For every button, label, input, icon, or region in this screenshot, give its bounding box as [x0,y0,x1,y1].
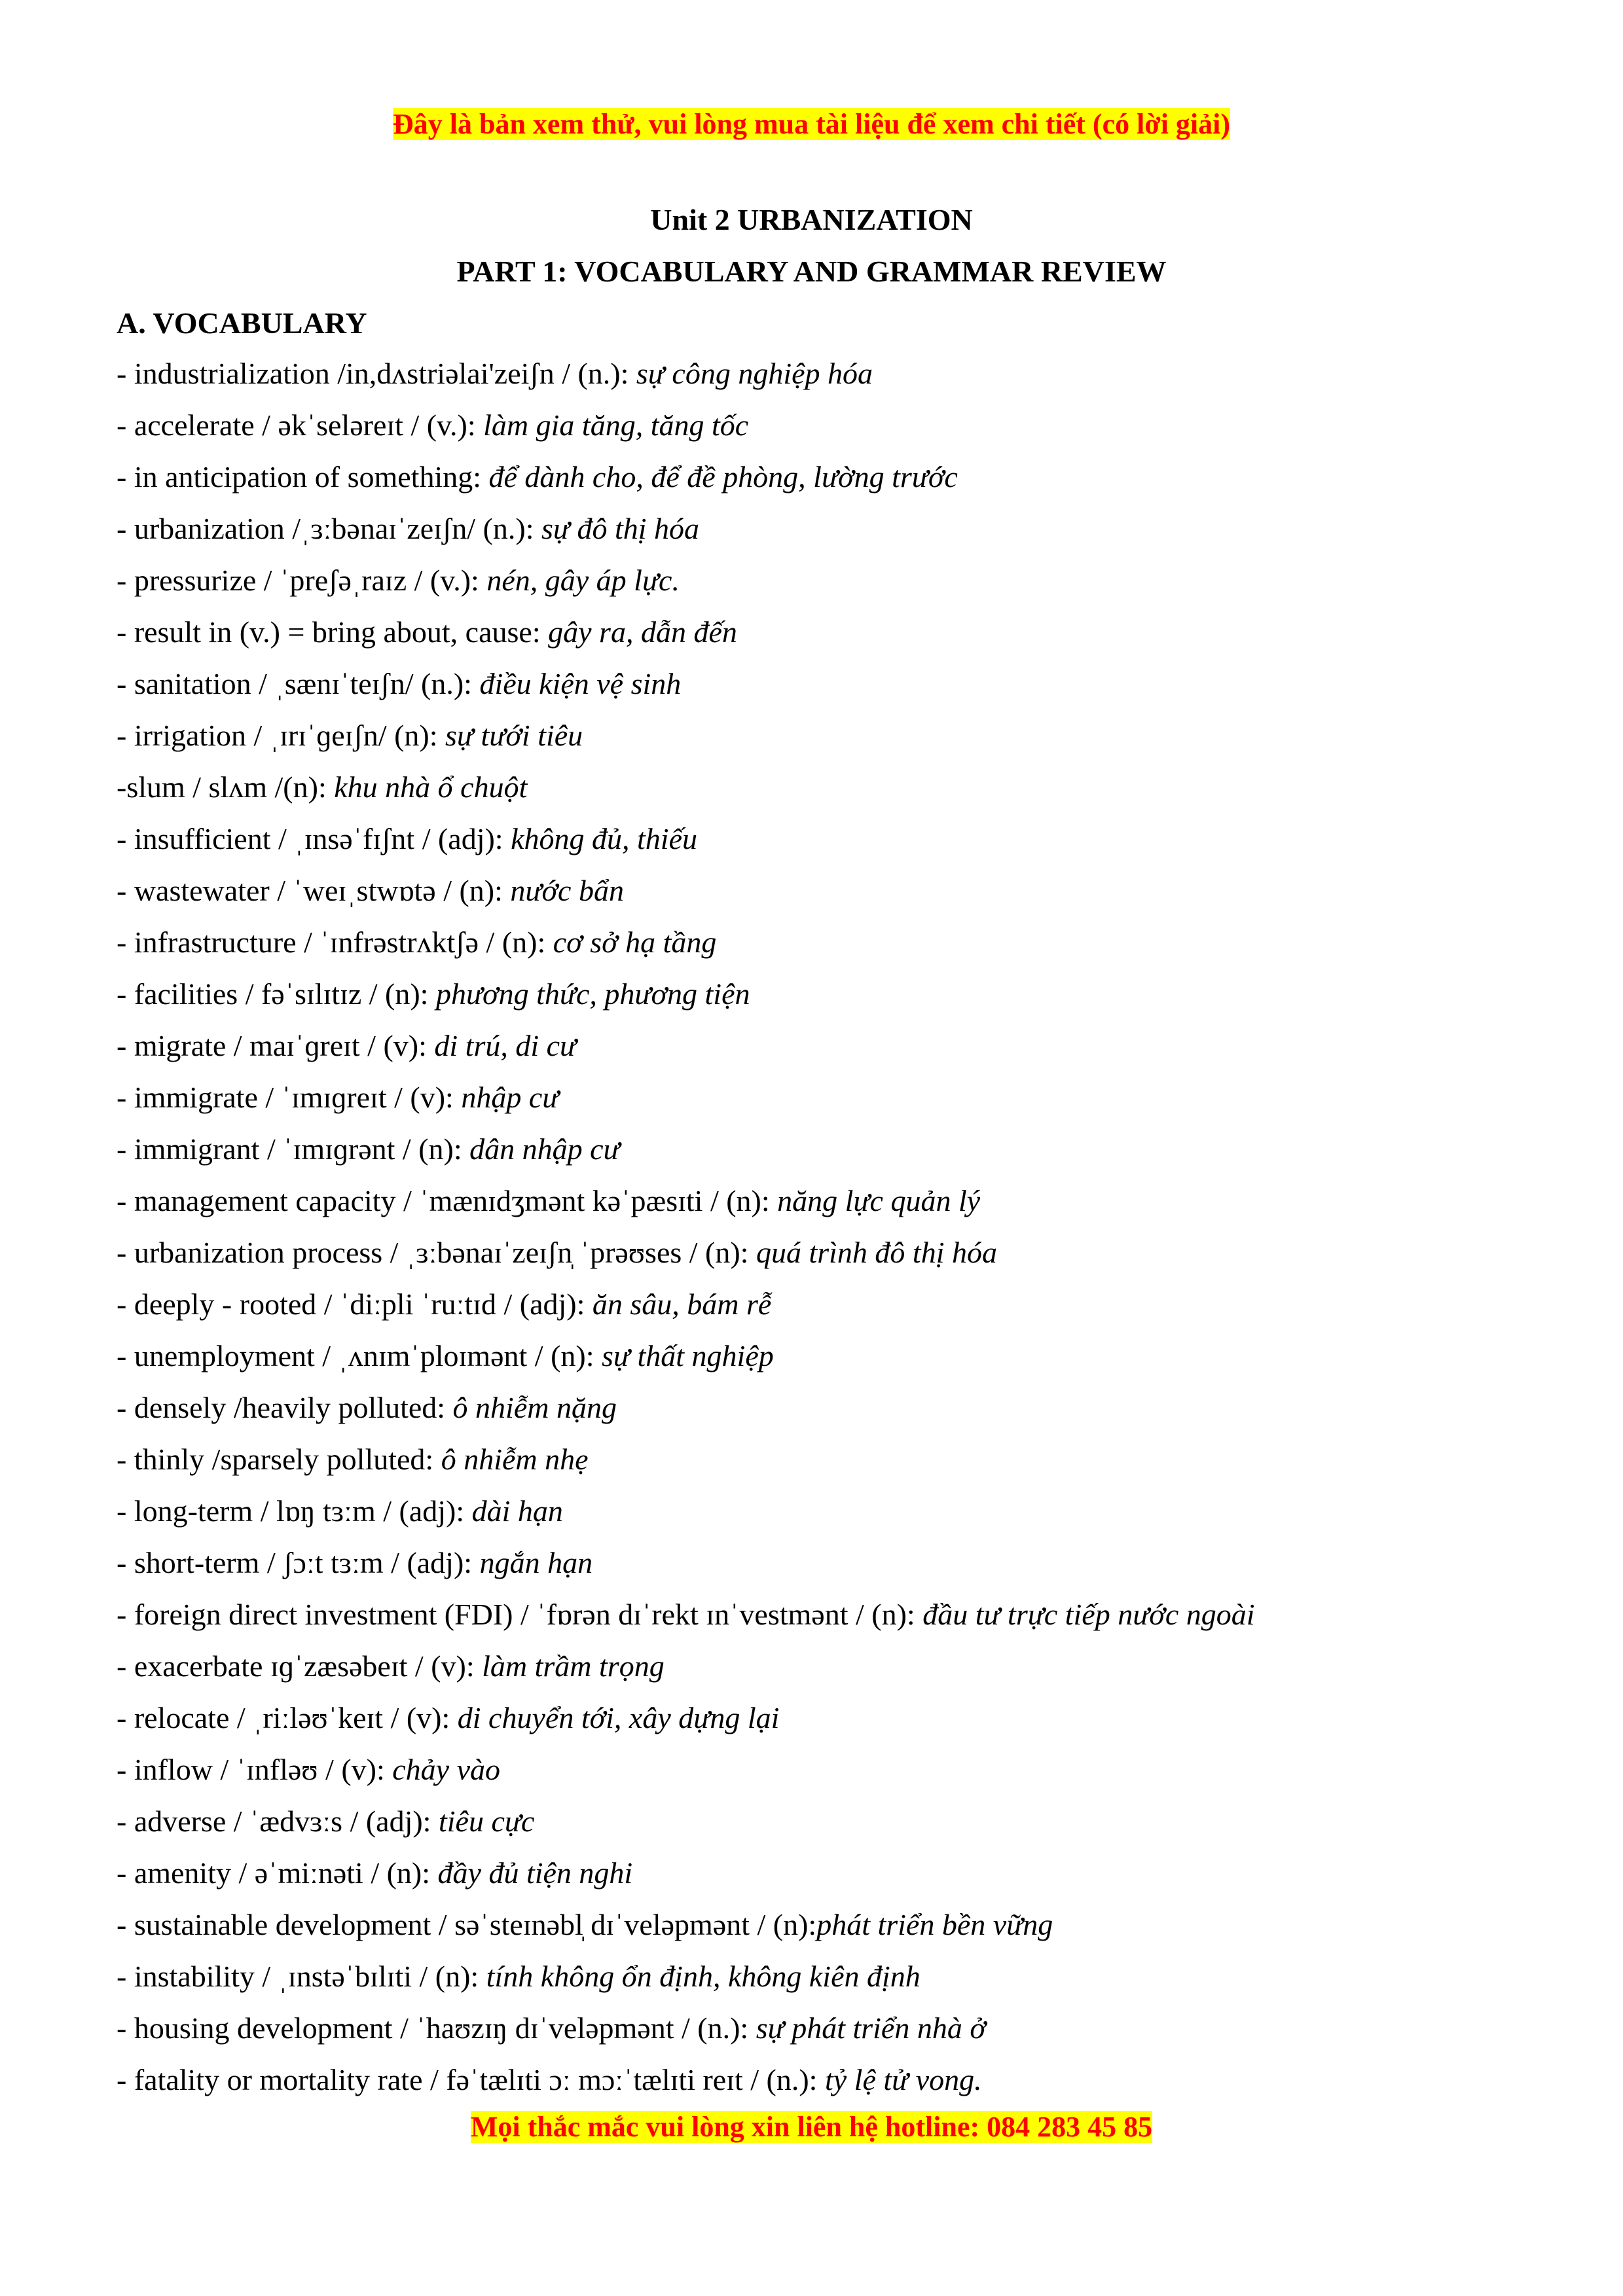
vocabulary-item [117,2009,1531,2060]
vocabulary-item [117,613,1531,664]
vocabulary-meaning: ô nhiễm nhẹ [441,1443,589,1476]
vocabulary-term: - adverse / ˈædvɜːs / (adj): [117,1804,439,1838]
vocabulary-item [117,1285,1531,1336]
vocabulary-term: - result in (v.) = bring about, cause: [117,615,549,649]
vocabulary-item [117,354,1531,406]
vocabulary-term: - unemployment / ˌʌnɪmˈploɪmənt / (n): [117,1339,602,1372]
vocabulary-item [117,2060,1531,2112]
vocabulary-term: - inflow / ˈɪnfləʊ / (v): [117,1753,393,1786]
vocabulary-meaning: ngắn hạn [479,1546,593,1579]
vocabulary-term: - fatality or mortality rate / fəˈtælɪti ɔː mɔːˈtælɪti reɪt / (n.): [117,2063,825,2096]
vocabulary-meaning: sự đô thị hóa [541,512,700,545]
vocabulary-term: - housing development / ˈhaʊzɪŋ dɪˈveləpmənt / (n.): [117,2011,756,2045]
vocabulary-meaning: sự phát triển nhà ở [756,2011,986,2045]
vocabulary-term: - industrialization /in,dʌstriəlai'zeiʃn / (n.): [117,357,636,390]
hotline-notice [0,2108,1623,2147]
vocabulary-term: - instability / ˌɪnstəˈbɪlɪti / (n): [117,1960,486,1993]
vocabulary-term: - sustainable development / səˈsteɪnəbl̩ dɪˈveləpmənt / (n): [117,1908,817,1941]
vocabulary-item [117,509,1531,561]
vocabulary-term: - densely /heavily polluted: [117,1391,453,1424]
vocabulary-meaning: đầu tư trực tiếp nước ngoài [922,1598,1255,1631]
preview-notice [0,105,1623,144]
vocabulary-term: - amenity / əˈmiːnəti / (n): [117,1856,438,1890]
vocabulary-meaning: ô nhiễm nặng [452,1391,617,1424]
vocabulary-term: - facilities / fəˈsɪlɪtɪz / (n): [117,977,436,1011]
hotline-notice-text: Mọi thắc mắc vui lòng xin liên hệ hotline: 084 283 45 85 [470,2111,1153,2143]
vocabulary-item [117,1336,1531,1388]
vocabulary-item [117,1595,1531,1647]
vocabulary-item [117,1543,1531,1595]
vocabulary-meaning: dài hạn [471,1494,563,1528]
vocabulary-meaning: cơ sở hạ tầng [553,925,717,959]
vocabulary-item [117,716,1531,768]
vocabulary-item [117,1802,1531,1854]
vocabulary-term: - sanitation / ˌsænɪˈteɪʃn/ (n.): [117,667,480,700]
vocabulary-meaning: sự tưới tiêu [445,719,583,752]
vocabulary-meaning: sự công nghiệp hóa [636,357,873,390]
vocabulary-item [117,1492,1531,1543]
unit-title: Unit 2 URBANIZATION [650,203,973,236]
vocabulary-item [117,819,1531,871]
vocabulary-item [117,1181,1531,1233]
vocabulary-meaning: sự thất nghiệp [602,1339,774,1372]
vocabulary-meaning: năng lực quản lý [777,1184,981,1217]
vocabulary-meaning: khu nhà ổ chuột [334,770,528,804]
vocabulary-term: - exacerbate ɪɡˈzæsəbeɪt / (v): [117,1649,483,1683]
vocabulary-term: - wastewater / ˈweɪˌstwɒtə / (n): [117,874,511,907]
vocabulary-term: - relocate / ˌriːləʊˈkeɪt / (v): [117,1701,458,1734]
vocabulary-item [117,457,1531,509]
vocabulary-meaning: làm trầm trọng [482,1649,665,1683]
vocabulary-item [117,561,1531,613]
vocabulary-meaning: không đủ, thiếu [511,822,697,855]
vocabulary-item [117,1957,1531,2009]
vocabulary-item [117,406,1531,457]
vocabulary-meaning: phương thức, phương tiện [435,977,750,1011]
vocabulary-meaning: tính không ổn định, không kiên định [486,1960,921,1993]
vocabulary-meaning: phát triển bền vững [816,1908,1053,1941]
vocabulary-meaning: điều kiện vệ sinh [479,667,682,700]
vocabulary-meaning: chảy vào [392,1753,501,1786]
vocabulary-item [117,1026,1531,1078]
part-title: PART 1: VOCABULARY AND GRAMMAR REVIEW [456,255,1167,288]
vocabulary-meaning: nén, gây áp lực. [486,564,680,597]
vocabulary-term: - immigrate / ˈɪmɪɡreɪt / (v): [117,1081,462,1114]
vocabulary-term: - accelerate / əkˈseləreɪt / (v.): [117,408,484,442]
vocabulary-meaning: gây ra, dẫn đến [548,615,737,649]
vocabulary-item [117,1078,1531,1130]
vocabulary-term: - in anticipation of something: [117,460,489,493]
vocabulary-term: - infrastructure / ˈɪnfrəstrʌktʃə / (n): [117,925,553,959]
vocabulary-item [117,1233,1531,1285]
vocabulary-item [117,1130,1531,1181]
vocabulary-meaning: quá trình đô thị hóa [756,1236,997,1269]
vocabulary-term: - insufficient / ˌɪnsəˈfɪʃnt / (adj): [117,822,511,855]
vocabulary-meaning: nước bẩn [510,874,624,907]
vocabulary-item [117,871,1531,923]
vocabulary-item [117,975,1531,1026]
vocabulary-term: - long-term / lɒŋ tɜːm / (adj): [117,1494,472,1528]
vocabulary-term: - irrigation / ˌɪrɪˈɡeɪʃn/ (n): [117,719,446,752]
vocabulary-meaning: tỷ lệ tử vong. [824,2063,982,2096]
vocabulary-meaning: nhập cư [461,1081,559,1114]
vocabulary-term: - immigrant / ˈɪmɪɡrənt / (n): [117,1132,470,1166]
vocabulary-term: - urbanization /ˌɜːbənaɪˈzeɪʃn/ (n.): [117,512,541,545]
vocabulary-meaning: ăn sâu, bám rễ [592,1287,772,1321]
vocabulary-meaning: để dành cho, để đề phòng, lường trước [488,460,958,493]
vocabulary-term: - thinly /sparsely polluted: [117,1443,441,1476]
vocabulary-item [117,1388,1531,1440]
vocabulary-item [117,1647,1531,1698]
vocabulary-meaning: di trú, di cư [434,1029,577,1062]
vocabulary-item [117,664,1531,716]
preview-notice-text: Đây là bản xem thử, vui lòng mua tài liệu để xem chi tiết (có lời giải) [392,108,1231,140]
vocabulary-meaning: di chuyển tới, xây dựng lại [457,1701,780,1734]
vocabulary-term: - migrate / maɪˈɡreɪt / (v): [117,1029,435,1062]
vocabulary-item [117,1440,1531,1492]
vocabulary-meaning: tiêu cực [438,1804,535,1838]
vocabulary-item [117,1905,1531,1957]
vocabulary-term: - management capacity / ˈmænɪdʒmənt kəˈpæsɪti / (n): [117,1184,778,1217]
vocabulary-term: - short-term / ʃɔːt tɜːm / (adj): [117,1546,480,1579]
vocabulary-meaning: làm gia tăng, tăng tốc [483,408,749,442]
vocabulary-term: - deeply - rooted / ˈdiːpli ˈruːtɪd / (adj): [117,1287,593,1321]
vocabulary-term: - foreign direct investment (FDI) / ˈfɒrən dɪˈrekt ɪnˈvestmənt / (n): [117,1598,923,1631]
section-title: A. VOCABULARY [117,306,367,340]
vocabulary-meaning: dân nhập cư [469,1132,620,1166]
vocabulary-term: - pressurize / ˈpreʃəˌraɪz / (v.): [117,564,487,597]
vocabulary-item [117,1698,1531,1750]
vocabulary-term: - urbanization process / ˌɜːbənaɪˈzeɪʃn̩ ˈprəʊses / (n): [117,1236,756,1269]
vocabulary-item [117,1854,1531,1905]
vocabulary-item [117,923,1531,975]
vocabulary-list [117,354,1531,2112]
vocabulary-item [117,1750,1531,1802]
vocabulary-term: -slum / slʌm /(n): [117,770,335,804]
vocabulary-item [117,768,1531,819]
vocabulary-meaning: đầy đủ tiện nghi [437,1856,633,1890]
